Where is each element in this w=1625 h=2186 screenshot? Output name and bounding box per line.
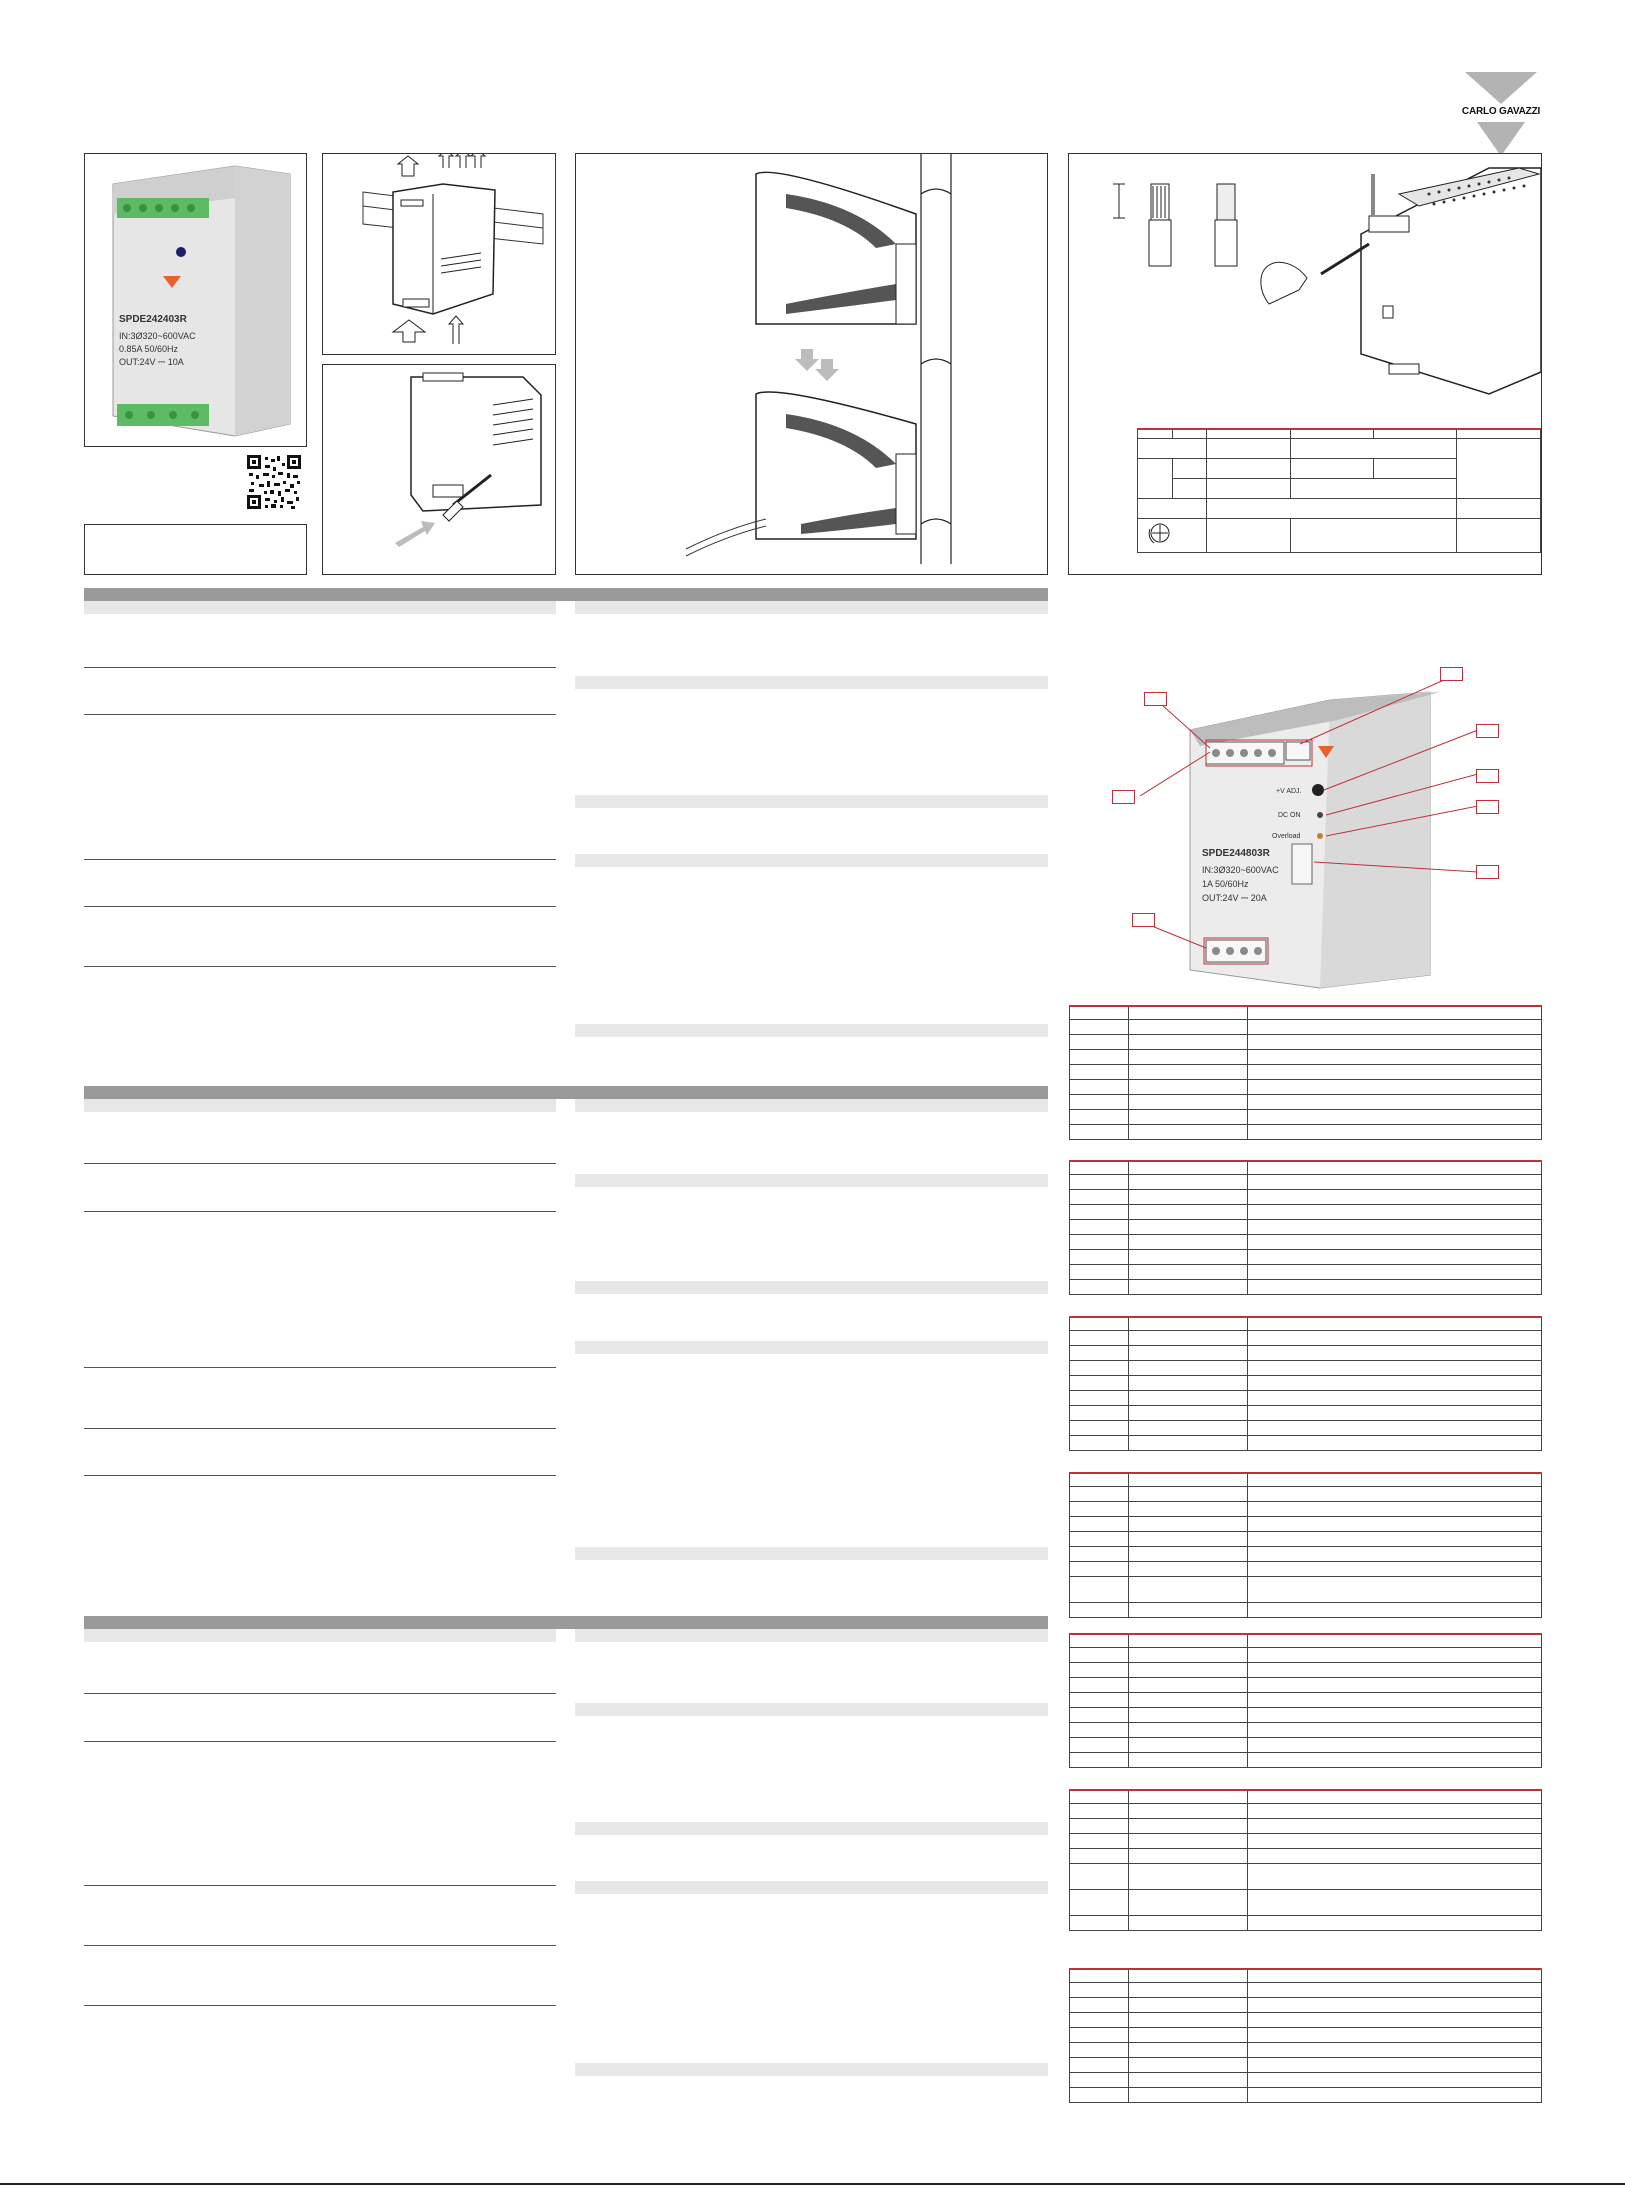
product-output-rating: OUT:24V ⎓ 10A — [119, 357, 184, 367]
subsection-bar — [575, 854, 1048, 867]
wiring-spec-table — [1137, 428, 1541, 553]
divider — [84, 1475, 556, 1476]
din-rail-mounting-illustration — [322, 153, 556, 355]
subsection-bar — [575, 601, 1048, 614]
footer-rule — [0, 2183, 1625, 2185]
product-photo-panel — [84, 153, 307, 447]
divider — [84, 859, 556, 860]
divider — [84, 1885, 556, 1886]
product-model: SPDE242403R — [119, 314, 187, 325]
callout-box — [1476, 724, 1499, 738]
subsection-bar — [575, 1881, 1048, 1894]
callout-box — [1132, 913, 1155, 927]
divider — [84, 667, 556, 668]
din-rail-release-illustration — [322, 364, 556, 575]
subsection-bar — [575, 2063, 1048, 2076]
front-current-rating: 1A 50/60Hz — [1202, 879, 1249, 889]
section-bar — [84, 1616, 1048, 1629]
callout-box — [1476, 769, 1499, 783]
callout-box — [1476, 865, 1499, 879]
divider — [84, 1741, 556, 1742]
divider — [84, 2005, 556, 2006]
dc-ok-label: DC ON — [1278, 812, 1301, 819]
subsection-bar — [84, 601, 556, 614]
subsection-bar — [575, 1099, 1048, 1112]
divider — [84, 1163, 556, 1164]
torque-screwdriver-icon — [1138, 519, 1207, 547]
carlo-gavazzi-logo — [1459, 72, 1543, 156]
terminal-table-1 — [1069, 1005, 1542, 1140]
subsection-bar — [575, 1024, 1048, 1037]
terminal-table-7 — [1069, 1968, 1542, 2103]
brand-name: CARLO GAVAZZI — [1461, 106, 1541, 117]
divider — [84, 906, 556, 907]
divider — [84, 1428, 556, 1429]
terminal-table-5 — [1069, 1633, 1542, 1768]
callout-box — [1112, 790, 1135, 804]
divider — [84, 1367, 556, 1368]
callout-box — [1476, 800, 1499, 814]
subsection-bar — [575, 1547, 1048, 1560]
info-box — [84, 524, 307, 575]
product-photo — [85, 154, 307, 447]
subsection-bar — [575, 1703, 1048, 1716]
callout-box — [1440, 667, 1463, 681]
subsection-bar — [575, 1341, 1048, 1354]
section-bar — [84, 588, 1048, 601]
subsection-bar — [575, 1281, 1048, 1294]
product-input-rating: IN:3Ø320~600VAC — [119, 331, 196, 341]
front-view-diagram — [1110, 670, 1540, 1000]
wiring-illustration — [1068, 153, 1542, 575]
front-model: SPDE244803R — [1202, 848, 1270, 859]
divider — [84, 1693, 556, 1694]
divider — [84, 1211, 556, 1212]
callout-box — [1144, 692, 1167, 706]
terminal-table-2 — [1069, 1160, 1542, 1295]
terminal-table-4 — [1069, 1472, 1542, 1618]
terminal-table-6 — [1069, 1789, 1542, 1931]
divider — [84, 966, 556, 967]
subsection-bar — [575, 795, 1048, 808]
overload-label: Overload — [1272, 833, 1301, 840]
divider — [84, 1945, 556, 1946]
terminal-table-3 — [1069, 1316, 1542, 1451]
subsection-bar — [575, 1174, 1048, 1187]
subsection-bar — [575, 676, 1048, 689]
divider — [84, 714, 556, 715]
product-current-rating: 0.85A 50/60Hz — [119, 344, 179, 354]
section-bar — [84, 1086, 1048, 1099]
subsection-bar — [84, 1629, 556, 1642]
subsection-bar — [575, 1629, 1048, 1642]
front-input-rating: IN:3Ø320~600VAC — [1202, 865, 1279, 875]
subsection-bar — [575, 1822, 1048, 1835]
wall-mounting-illustration — [575, 153, 1048, 575]
subsection-bar — [84, 1099, 556, 1112]
adj-label: +V ADJ. — [1276, 788, 1302, 795]
qr-code-icon[interactable] — [247, 455, 301, 509]
front-output-rating: OUT:24V ⎓ 20A — [1202, 893, 1267, 903]
